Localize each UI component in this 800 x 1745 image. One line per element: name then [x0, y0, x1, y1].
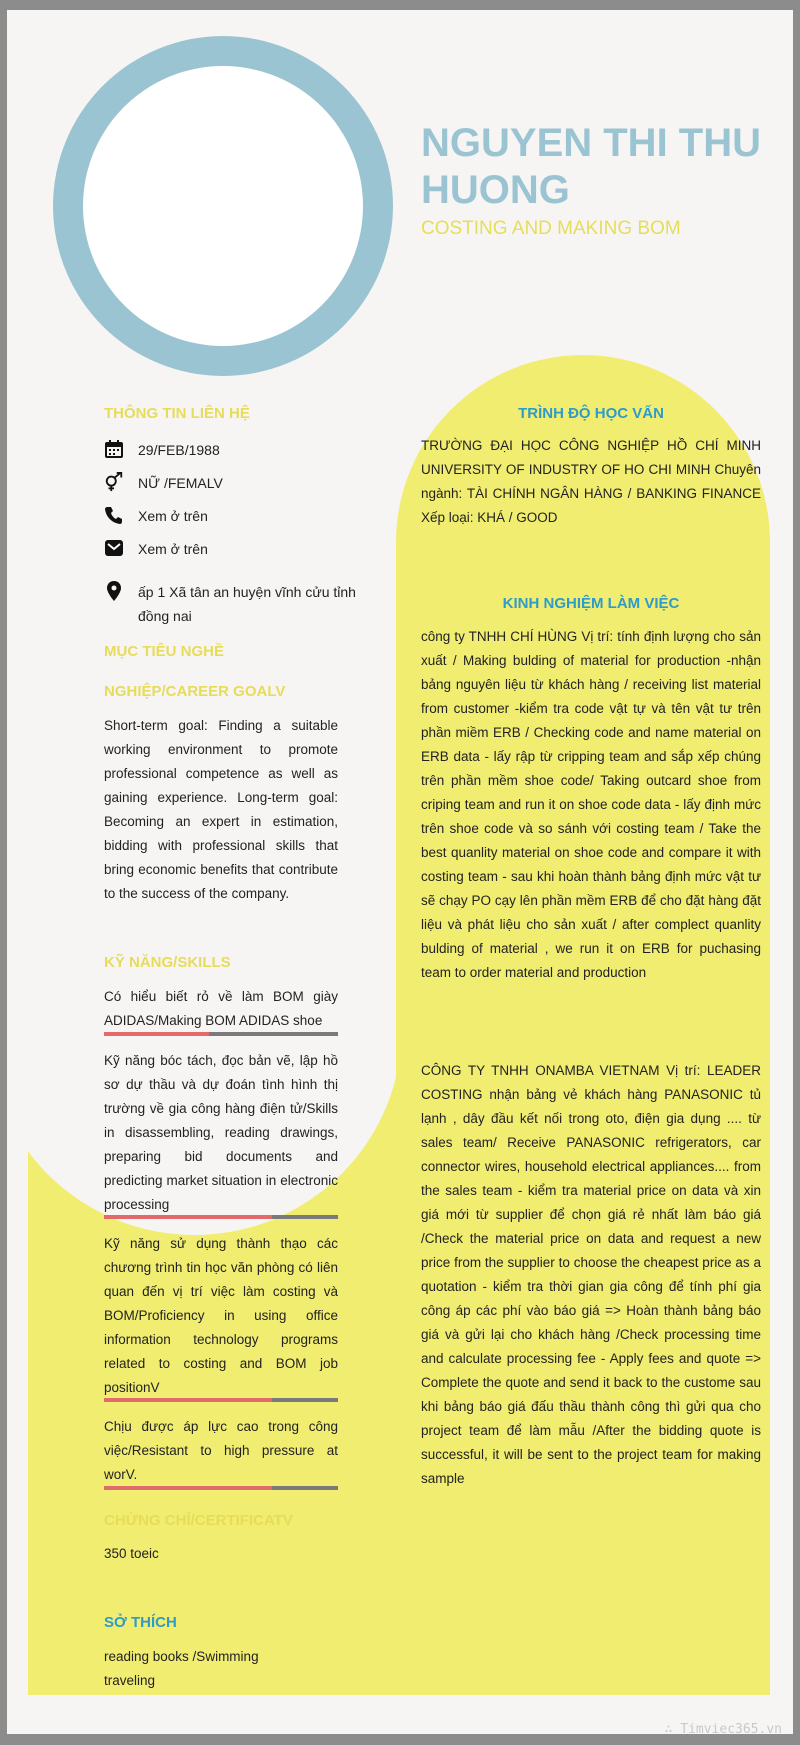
location-icon: [104, 581, 124, 601]
certificate-text: 350 toeic: [104, 1546, 159, 1561]
hobbies-line-1: reading books /Swimming: [104, 1649, 259, 1664]
hobbies-line-2: traveling: [104, 1673, 156, 1688]
email-value: Xem ở trên: [138, 541, 208, 557]
calendar-icon: [104, 439, 124, 459]
skill-bar-fill-2: [104, 1215, 272, 1219]
experience-job-1: công ty TNHH CHÍ HÙNG Vị trí: tính định lượng cho sản xuất / Making bulding of material for production -nhận bảng nguyên liệu từ khách hàng / receiving list material from customer -kiểm tra code vật tự và tên vật tư trên phần miềm ERB / Checking code and name material on ERB data - lấy rập từ cripping team and sắp xếp chúng trên phần mềm shoe code/ Taking outcard shoe from criping team and run it on shoe code data - lấy định mức trên shoe code và so sánh với costing team / Take the best quanlity material on shoe code and compare it with costing team - sau khi hoàn thành bảng định mức vật tư sẽ chạy PO cạy lên phần mềm ERB để cho đặt hàng đặt liệu và phát liệu cho sản xuất / after complect quanlity bulding of material , we run it on ERB for puchasing team to order material and production: [421, 629, 761, 980]
skill-bar-1: [104, 1032, 338, 1036]
certificate-heading: CHỨNG CHỈ/CERTIFICATV: [104, 1512, 293, 1529]
email-icon: [104, 538, 124, 558]
skill-bar-fill-4: [104, 1486, 272, 1490]
hobbies-heading: SỞ THÍCH: [104, 1614, 177, 1631]
skill-bar-fill-3: [104, 1398, 272, 1402]
birthday-value: 29/FEB/1988: [138, 442, 220, 458]
avatar: [83, 66, 363, 346]
skills-heading: KỸ NĂNG/SKILLS: [104, 954, 231, 971]
contact-heading: THÔNG TIN LIÊN HỆ: [104, 405, 250, 422]
gender-value: NỮ /FEMALV: [138, 475, 223, 491]
education-text: TRƯỜNG ĐẠI HỌC CÔNG NGHIỆP HỒ CHÍ MINH UNIVERSITY OF INDUSTRY OF HO CHI MINH Chuyên ngành: TÀI CHÍNH NGÂN HÀNG / BANKING FINANCE Xếp loại: KHÁ / GOOD: [421, 438, 761, 525]
gender-icon: [104, 472, 124, 492]
phone-icon: [104, 505, 124, 525]
experience-job-2: CÔNG TY TNHH ONAMBA VIETNAM Vị trí: LEADER COSTING nhận bảng vẻ khách hàng PANASONIC tủ lạnh , dây đầu kết nối trong oto, điện gia dụng .... từ sales team/ Receive PANASONIC refrigerators, car connector wires, household electrical appliances.... from the sales team - kiểm tra material price on data và xin giá mới từ supplier để chọn giá rẻ nhất làm báo giá /Check the material price on data and request a new price from the supplier to choose the cheapest price as a quotation - kiểm tra thời gian gia công để tính phí gia công áp các phí vào báo giá => Hoàn thành bảng báo giá và gửi lại cho khách hàng /Check processing time and calculate processing fee - Apply fees and quote => Complete the quote and send it back to the custome sau khi bảng báo giá đấu thầu thành công thì gửi qua cho project team để làm mẫu /After the bidding quote is successful, it will be sent to the project team for making sample: [421, 1063, 761, 1486]
skill-item-1: Có hiểu biết rỏ về làm BOM giày ADIDAS/Making BOM ADIDAS shoe: [104, 989, 338, 1028]
candidate-title: COSTING AND MAKING BOM: [421, 218, 681, 239]
address-value: ấp 1 Xã tân an huyện vĩnh cửu tỉnh đồng nai: [138, 584, 356, 624]
skill-bar-4: [104, 1486, 338, 1490]
yellow-arch-background: [396, 355, 770, 1695]
watermark: ∴ Timviec365.vn: [664, 1722, 782, 1737]
skill-bar-fill-1: [104, 1032, 209, 1036]
skill-item-2: Kỹ năng bóc tách, đọc bản vẽ, lập hồ sơ dự thầu và dự đoán tình hình thị trường về gia công hàng điện tử/Skills in disassembling, reading drawings, preparing bid documents and predicting market situation in electronic processing: [104, 1053, 338, 1212]
objective-text: Short-term goal: Finding a suitable working environment to promote professional competence as well as gaining experience. Long-term goal: Becoming an expert in estimation, bidding with professional skills that bring economic benefits that contribute to the success of the company.: [104, 718, 338, 901]
skill-bar-3: [104, 1398, 338, 1402]
skill-bar-2: [104, 1215, 338, 1219]
candidate-name: NGUYEN THI THU HUONG: [421, 121, 761, 212]
objective-heading: MỤC TIÊU NGHỀ: [104, 643, 224, 660]
experience-heading: KINH NGHIỆM LÀM VIỆC: [502, 595, 680, 612]
education-heading: TRÌNH ĐỘ HỌC VẤN: [518, 405, 664, 422]
resume-page: [7, 10, 793, 1734]
skill-item-4: Chịu được áp lực cao trong công việc/Resistant to high pressure at worV.: [104, 1419, 338, 1482]
objective-heading-2: NGHIỆP/CAREER GOALV: [104, 683, 286, 700]
skill-item-3: Kỹ năng sử dụng thành thạo các chương trình tin học văn phòng có liên quan đến vị trí việc làm costing và BOM/Proficiency in using office information technology programs related to costing and BOM job positionV: [104, 1236, 338, 1395]
phone-value: Xem ở trên: [138, 508, 208, 524]
